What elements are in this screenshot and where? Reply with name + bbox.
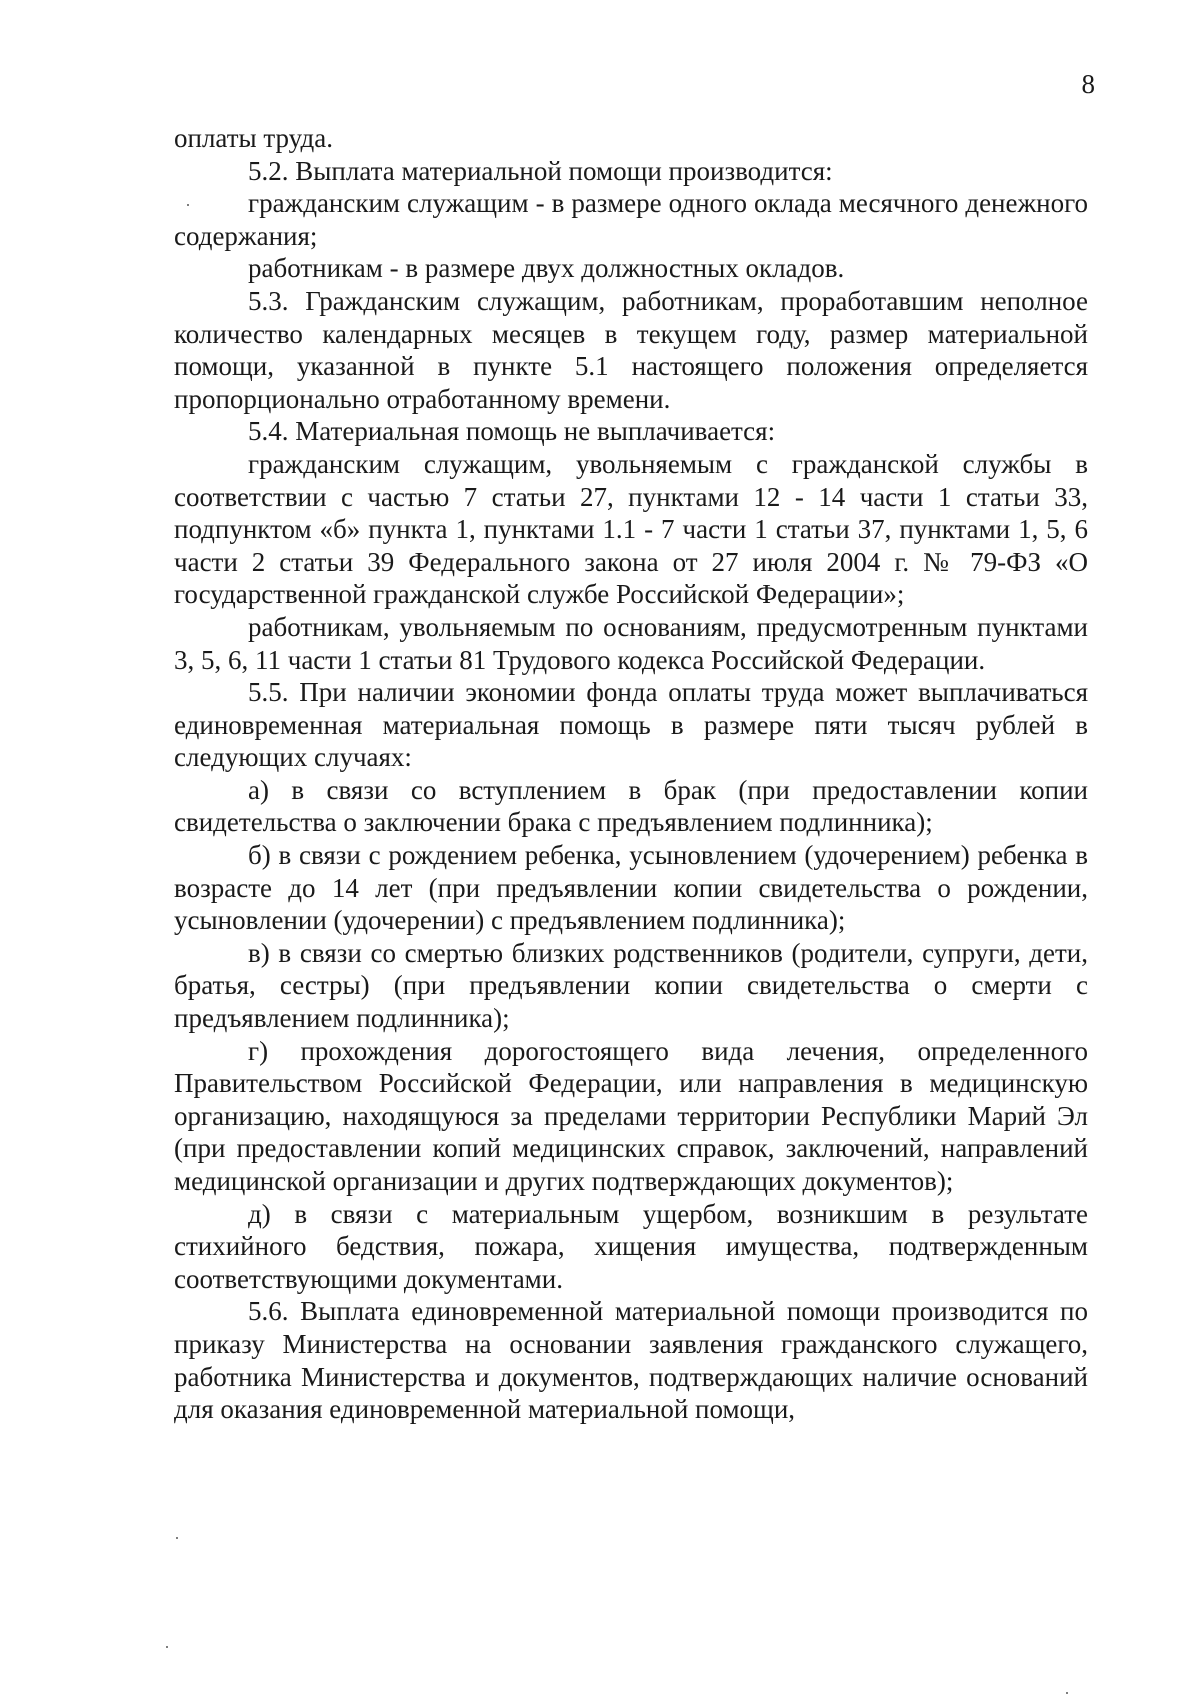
paragraph-5-6: 5.6. Выплата единовременной материальной помощи производится по приказу Министерства на основании заявления гражданского служащего, работника Министерства и документов, подтверждающих наличие оснований для оказания единовременной материальной помощи,	[174, 1296, 1088, 1425]
document-body	[174, 122, 1088, 1426]
page-number: 8	[1081, 69, 1095, 99]
paragraph: работникам - в размере двух должностных окладов.	[248, 253, 845, 284]
paragraph: работникам, увольняемым по основаниям, предусмотренным пунктами 3, 5, 6, 11 части 1 статьи 81 Трудового кодекса Российской Федерации.	[174, 611, 1088, 675]
list-item-d: д) в связи с материальным ущербом, возникшим в результате стихийного бедствия, пожара, хищения имущества, подтвержденным соответствующими документами.	[174, 1198, 1088, 1294]
list-item-a: а) в связи со вступлением в брак (при предоставлении копии свидетельства о заключении брака с предъявлением подлинника);	[174, 774, 1088, 838]
paragraph-5-3: 5.3. Гражданским служащим, работникам, проработавшим неполное количество календарных месяцев в текущем году, размер материальной помощи, указанной в пункте 5.1 настоящего положения определяется пропорционально отработанному времени.	[174, 285, 1088, 414]
scan-speck	[166, 1646, 168, 1648]
paragraph: оплаты труда.	[174, 123, 333, 153]
paragraph-5-2: 5.2. Выплата материальной помощи производится:	[248, 155, 833, 186]
scan-speck	[176, 1537, 178, 1539]
scan-speck	[187, 204, 189, 206]
list-item-b: б) в связи с рождением ребенка, усыновлением (удочерением) ребенка в возрасте до 14 лет (при предъявлении копии свидетельства о рождении, усыновлении (удочерении) с предъявлением подлинника);	[174, 840, 1088, 936]
paragraph: гражданским служащим - в размере одного оклада месячного денежного содержания;	[174, 188, 1088, 251]
paragraph-5-5: 5.5. При наличии экономии фонда оплаты труда может выплачиваться единовременная материальная помощь в размере пяти тысяч рублей в следующих случаях:	[174, 677, 1088, 773]
paragraph-5-4: 5.4. Материальная помощь не выплачивается:	[248, 416, 776, 447]
list-item-v: в) в связи со смертью близких родственников (родители, супруги, дети, братья, сестры) (при предъявлении копии свидетельства о смерти с предъявлением подлинника);	[174, 937, 1088, 1034]
paragraph: гражданским служащим, увольняемым с гражданской службы в соответствии с частью 7 статьи 27, пунктами 12 - 14 части 1 статьи 33, подпунктом «б» пункта 1, пунктами 1.1 - 7 части 1 статьи 37, пунктами 1, 5, 6 части 2 статьи 39 Федерального закона от 27 июля 2004 г. № 79-ФЗ «О государственной гражданской службе Российской Федерации»;	[174, 448, 1088, 610]
list-item-g: г) прохождения дорогостоящего вида лечения, определенного Правительством Российской Федерации, или направления в медицинскую организацию, находящуюся за пределами территории Республики Марий Эл (при предоставлении копий медицинских справок, заключений, направлений медицинской организации и других подтверждающих документов);	[174, 1035, 1088, 1196]
scan-speck	[1066, 1692, 1068, 1694]
